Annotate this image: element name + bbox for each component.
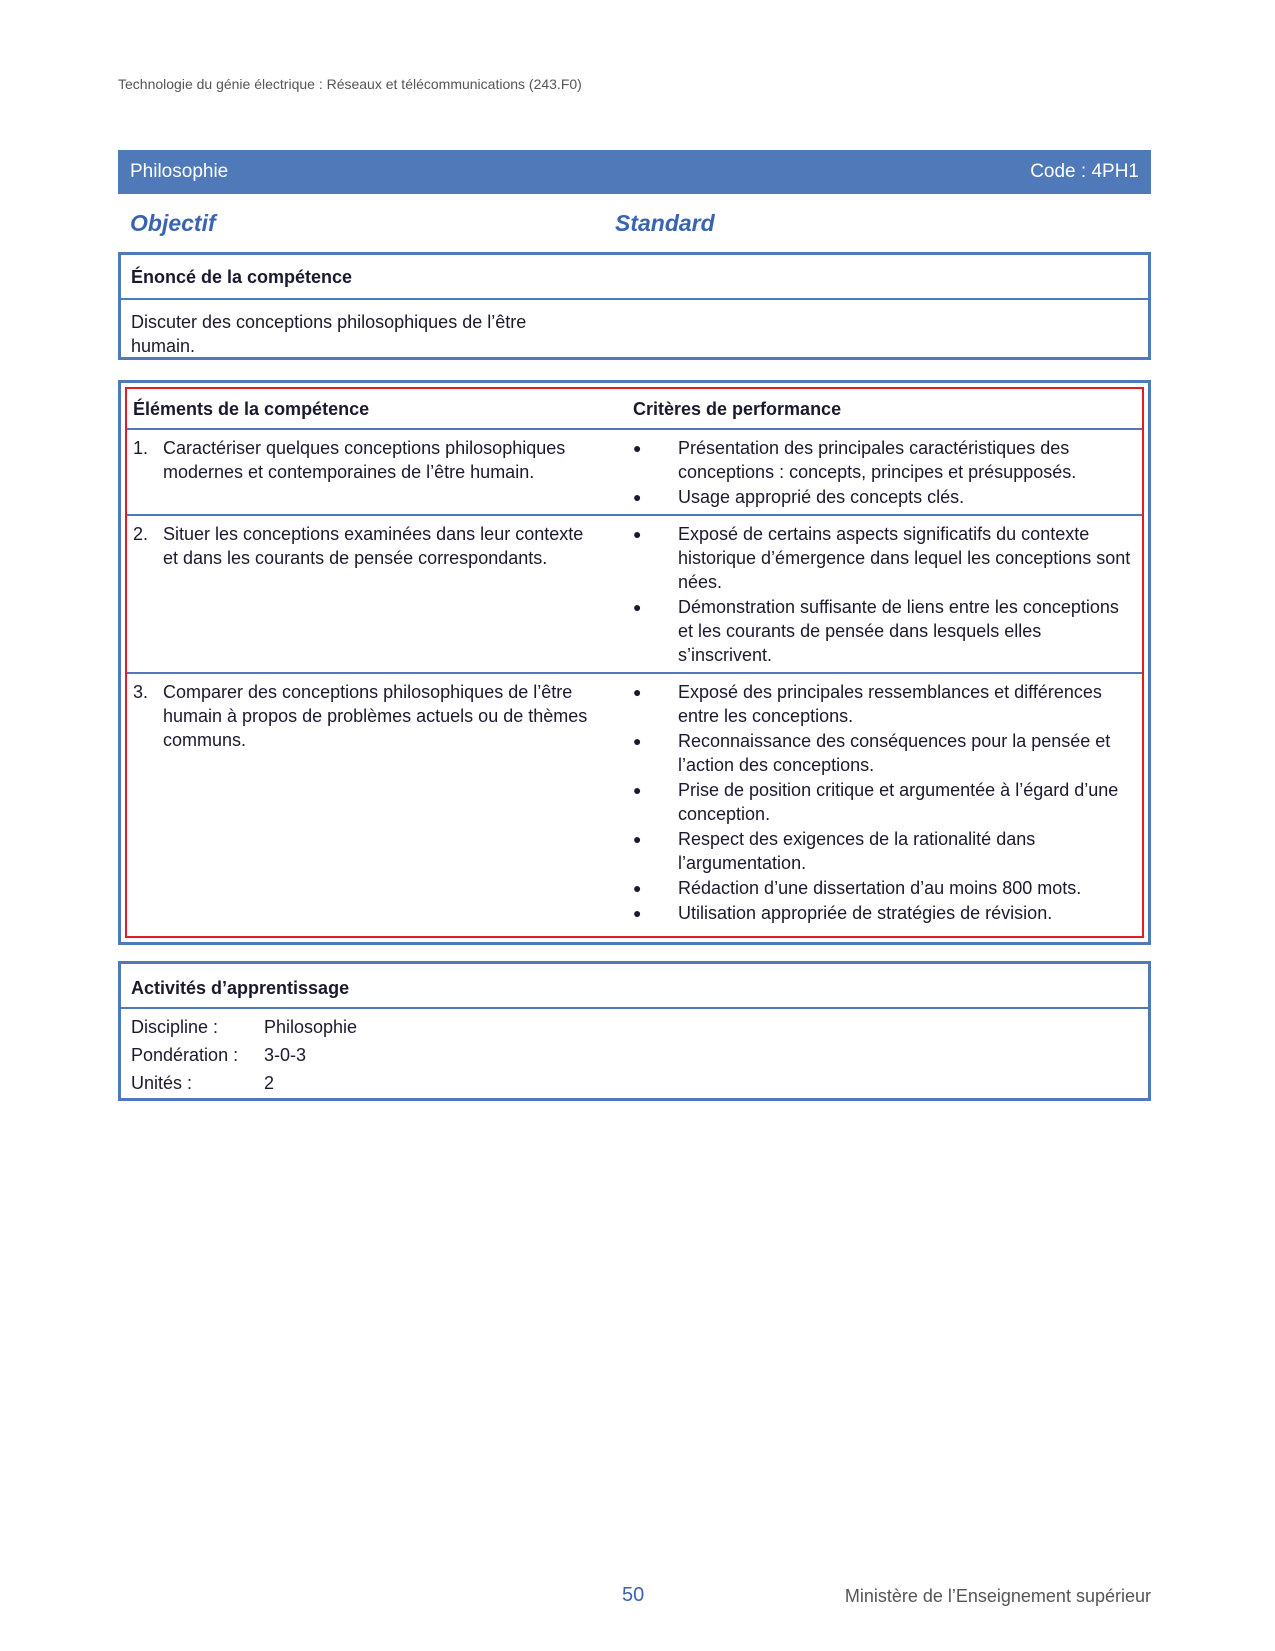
bullet-icon: ● [633,489,642,505]
criterion-text: Exposé de certains aspects significatifs du contexte historique d’émergence dans lequel les conceptions sont nées. [678,524,1131,592]
running-head: Technologie du génie électrique : Réseaux et télécommunications (243.F0) [118,76,582,92]
competence-heading: Énoncé de la compétence [121,255,1148,300]
performance-criteria-list [633,436,1133,510]
bullet-icon: ● [633,733,642,749]
bullet-icon: ● [633,526,642,542]
criterion-text: Utilisation appropriée de stratégies de révision. [678,903,1053,923]
bullet-icon: ● [633,831,642,847]
activity-field-label: Unités : [131,1073,193,1093]
list-item [633,522,1133,594]
course-code: Code : 4PH1 [1030,161,1139,182]
elements-column-header: Éléments de la compétence [133,399,370,419]
criteria-row [127,516,1142,674]
criterion-text: Démonstration suffisante de liens entre les conceptions et les courants de pensée dans lesquels elles s’inscrivent. [678,597,1119,665]
activity-field-label: Pondération : [131,1045,239,1065]
course-title: Philosophie [130,161,229,182]
performance-criteria-list [633,522,1133,668]
list-item [633,436,1133,484]
ministry-footer: Ministère de l’Enseignement supérieur [844,1586,1151,1606]
list-item [633,729,1133,777]
activity-field [121,1009,1148,1041]
activity-field [121,1069,1148,1097]
criterion-text: Usage approprié des concepts clés. [678,487,965,507]
list-item [633,778,1133,826]
competence-element [133,680,633,926]
criteria-row [127,674,1142,930]
criterion-text: Reconnaissance des conséquences pour la pensée et l’action des conceptions. [678,731,1111,775]
criteria-table-inner [125,387,1144,938]
standard-label: Standard [615,210,715,236]
bullet-icon: ● [633,880,642,896]
activity-field-label: Discipline : [131,1017,219,1037]
list-item [633,485,1133,509]
criterion-text: Respect des exigences de la rationalité dans l’argumentation. [678,829,1036,873]
list-item [633,901,1133,925]
competence-element [133,436,633,510]
bullet-icon: ● [633,782,642,798]
element-number: 2. [133,524,149,544]
list-item [633,827,1133,875]
learning-activities-heading: Activités d’apprentissage [121,964,1148,1009]
criteria-row [127,430,1142,516]
list-item [633,876,1133,900]
course-title-bar [118,150,1151,194]
activity-field-value: Philosophie [264,1017,358,1037]
element-number: 3. [133,682,149,702]
competence-statement: Discuter des conceptions philosophiques de l’être humain. [131,312,527,356]
criterion-text: Rédaction d’une dissertation d’au moins 800 mots. [678,878,1082,898]
element-text: Comparer des conceptions philosophiques de l’être humain à propos de problèmes actuels ou de thèmes communs. [163,682,588,750]
objective-standard-row [130,210,750,238]
learning-activities-box [118,961,1151,1101]
criterion-text: Exposé des principales ressemblances et différences entre les conceptions. [678,682,1102,726]
competence-element [133,522,633,668]
list-item [633,680,1133,728]
element-text: Situer les conceptions examinées dans leur contexte et dans les courants de pensée correspondants. [163,524,584,568]
objectif-label: Objectif [130,210,216,236]
page-number: 50 [622,1584,645,1606]
criteria-table [118,380,1151,945]
competence-box [118,252,1151,360]
list-item [633,595,1133,667]
activity-field-value: 3-0-3 [264,1045,307,1065]
criteria-table-header [127,389,1142,430]
performance-criteria-list [633,680,1133,926]
activity-field-value: 2 [264,1073,275,1093]
bullet-icon: ● [633,599,642,615]
bullet-icon: ● [633,440,642,456]
criterion-text: Présentation des principales caractéristiques des conceptions : concepts, principes et présupposés. [678,438,1077,482]
element-number: 1. [133,438,149,458]
criteria-column-header: Critères de performance [633,399,842,419]
element-text: Caractériser quelques conceptions philosophiques modernes et contemporaines de l’être humain. [163,438,566,482]
bullet-icon: ● [633,905,642,921]
activity-field [121,1041,1148,1069]
criterion-text: Prise de position critique et argumentée à l’égard d’une conception. [678,780,1119,824]
bullet-icon: ● [633,684,642,700]
